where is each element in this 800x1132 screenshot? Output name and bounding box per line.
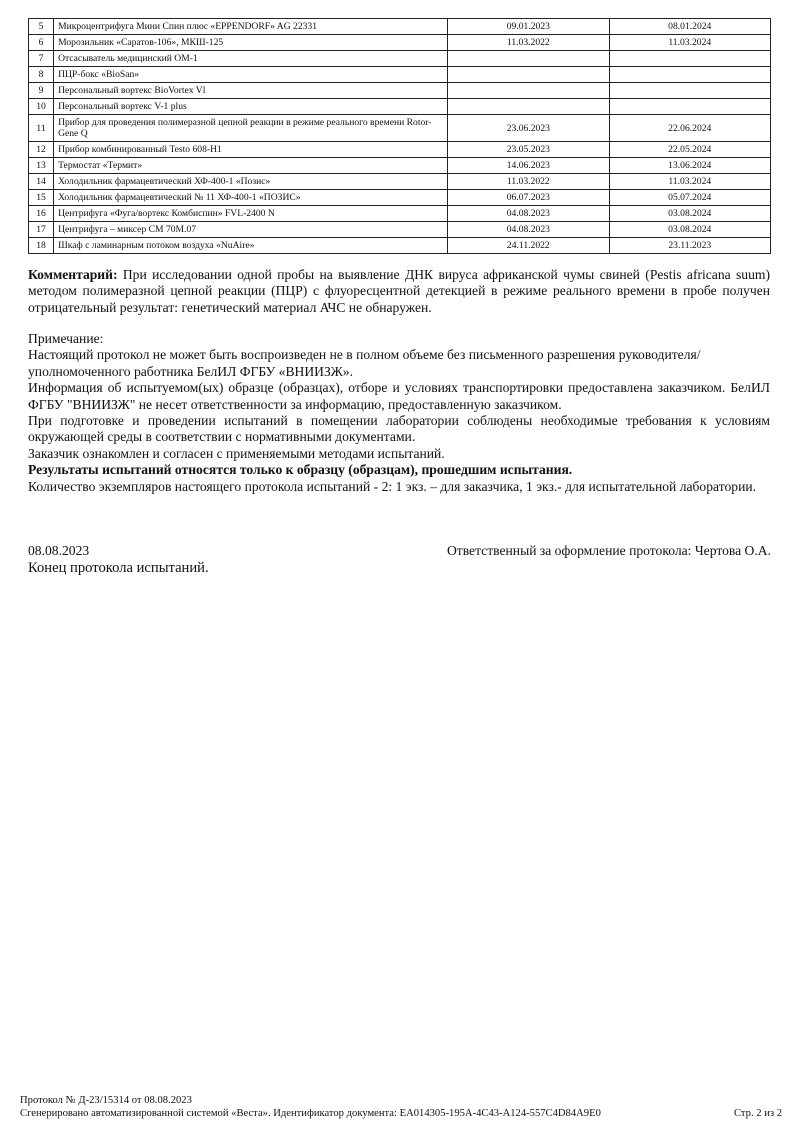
equipment-name: ПЦР-бокс «BioSan»: [54, 67, 448, 83]
note-block: [28, 331, 770, 495]
note-results-scope: Результаты испытаний относятся только к образцу (образцам), прошедшим испытания.: [28, 462, 573, 478]
table-row: [29, 83, 771, 99]
verification-date: 09.01.2023: [448, 19, 609, 35]
valid-until-date: 03.08.2024: [609, 206, 770, 222]
equipment-name: Микроцентрифуга Мини Спин плюс «EPPENDORF» AG 22331: [54, 19, 448, 35]
table-row: [29, 190, 771, 206]
row-number: 10: [29, 99, 54, 115]
valid-until-date: 13.06.2024: [609, 158, 770, 174]
row-number: 12: [29, 142, 54, 158]
comment-block: [28, 267, 770, 316]
verification-date: [448, 99, 609, 115]
table-row: [29, 158, 771, 174]
table-row: [29, 19, 771, 35]
verification-date: 14.06.2023: [448, 158, 609, 174]
row-number: 14: [29, 174, 54, 190]
table-row: [29, 99, 771, 115]
equipment-name: Шкаф с ламинарным потоком воздуха «NuAire»: [54, 238, 448, 254]
end-of-protocol: Конец протокола испытаний.: [28, 560, 209, 576]
equipment-name: Центрифуга «Фуга/вортекс Комбиспин» FVL-2400 N: [54, 206, 448, 222]
page-number: Стр. 2 из 2: [733, 1108, 782, 1119]
footer-generated: [20, 1107, 782, 1120]
row-number: 9: [29, 83, 54, 99]
row-number: 17: [29, 222, 54, 238]
equipment-name: Персональный вортекс BioVortex Vl: [54, 83, 448, 99]
equipment-name: Холодильник фармацевтический ХФ-400-1 «Позис»: [54, 174, 448, 190]
table-row: [29, 67, 771, 83]
row-number: 15: [29, 190, 54, 206]
footer-generated-text: Сгенерировано автоматизированной системой «Веста». Идентификатор документа: EA014305-195A-4C43-A124-557C4D84A9E0: [20, 1108, 601, 1119]
valid-until-date: 11.03.2024: [609, 174, 770, 190]
footer-protocol: Протокол № Д-23/15314 от 08.08.2023: [20, 1095, 192, 1106]
equipment-name: Морозильник «Саратов-106», МКШ-125: [54, 35, 448, 51]
equipment-name: Персональный вортекс V-1 plus: [54, 99, 448, 115]
verification-date: [448, 67, 609, 83]
verification-date: [448, 83, 609, 99]
valid-until-date: 03.08.2024: [609, 222, 770, 238]
verification-date: 11.03.2022: [448, 35, 609, 51]
verification-date: 23.05.2023: [448, 142, 609, 158]
equipment-name: Холодильник фармацевтический № 11 ХФ-400-1 «ПОЗИС»: [54, 190, 448, 206]
equipment-name: Отсасыватель медицинский ОМ-1: [54, 51, 448, 67]
valid-until-date: 05.07.2024: [609, 190, 770, 206]
valid-until-date: [609, 99, 770, 115]
equipment-name: Центрифуга – миксер СМ 70М.07: [54, 222, 448, 238]
valid-until-date: [609, 51, 770, 67]
note-conditions: При подготовке и проведении испытаний в помещении лаборатории соблюдены необходимые требования к условиям окружающей среды в соответствии с нормативными документами.: [28, 413, 770, 445]
table-row: [29, 222, 771, 238]
valid-until-date: 08.01.2024: [609, 19, 770, 35]
equipment-name: Термостат «Термит»: [54, 158, 448, 174]
note-sample-info: Информация об испытуемом(ых) образце (образцах), отборе и условиях транспортировки предоставлена заказчиком. БелИЛ ФГБУ "ВНИИЗЖ" не несет ответственности за информацию, предоставленную заказчиком.: [28, 380, 770, 412]
valid-until-date: 23.11.2023: [609, 238, 770, 254]
equipment-table-body: [29, 19, 771, 254]
row-number: 5: [29, 19, 54, 35]
table-row: [29, 206, 771, 222]
verification-date: 04.08.2023: [448, 222, 609, 238]
equipment-name: Прибор для проведения полимеразной цепной реакции в режиме реального времени Rotor-Gene Q: [54, 115, 448, 142]
valid-until-date: [609, 83, 770, 99]
note-copies: Количество экземпляров настоящего протокола испытаний - 2: 1 экз. – для заказчика, 1 экз.- для испытательной лаборатории.: [28, 478, 757, 494]
table-row: [29, 115, 771, 142]
row-number: 18: [29, 238, 54, 254]
valid-until-date: 22.06.2024: [609, 115, 770, 142]
row-number: 11: [29, 115, 54, 142]
row-number: 7: [29, 51, 54, 67]
note-reproduction: Настоящий протокол не может быть воспроизведен не в полном объеме без письменного разрешения руководителя/уполномоченного работника БелИЛ ФГБУ «ВНИИЗЖ».: [28, 347, 701, 379]
row-number: 16: [29, 206, 54, 222]
signature-date: 08.08.2023: [28, 543, 90, 558]
valid-until-date: 22.05.2024: [609, 142, 770, 158]
table-row: [29, 174, 771, 190]
comment-text: При исследовании одной пробы на выявление ДНК вируса африканской чумы свиней (Pestis africana suum) методом полимеразной цепной реакции (ПЦР) с флуоресцентной детекцией в режиме реального времени в пробе получен отрицательный результат: генетический материал АЧС не обнаружен.: [28, 267, 770, 315]
table-row: [29, 51, 771, 67]
row-number: 8: [29, 67, 54, 83]
note-heading: Примечание:: [28, 331, 104, 346]
verification-date: 11.03.2022: [448, 174, 609, 190]
verification-date: 06.07.2023: [448, 190, 609, 206]
valid-until-date: [609, 67, 770, 83]
equipment-table: [28, 18, 771, 254]
verification-date: [448, 51, 609, 67]
comment-label: Комментарий:: [28, 267, 118, 282]
verification-date: 24.11.2022: [448, 238, 609, 254]
valid-until-date: 11.03.2024: [609, 35, 770, 51]
row-number: 6: [29, 35, 54, 51]
table-row: [29, 35, 771, 51]
table-row: [29, 142, 771, 158]
row-number: 13: [29, 158, 54, 174]
verification-date: 04.08.2023: [448, 206, 609, 222]
signature-responsible: Ответственный за оформление протокола: Чертова О.А.: [446, 543, 771, 558]
table-row: [29, 238, 771, 254]
equipment-name: Прибор комбинированный Testo 608-H1: [54, 142, 448, 158]
verification-date: 23.06.2023: [448, 115, 609, 142]
note-methods: Заказчик ознакомлен и согласен с применяемыми методами испытаний.: [28, 445, 445, 461]
